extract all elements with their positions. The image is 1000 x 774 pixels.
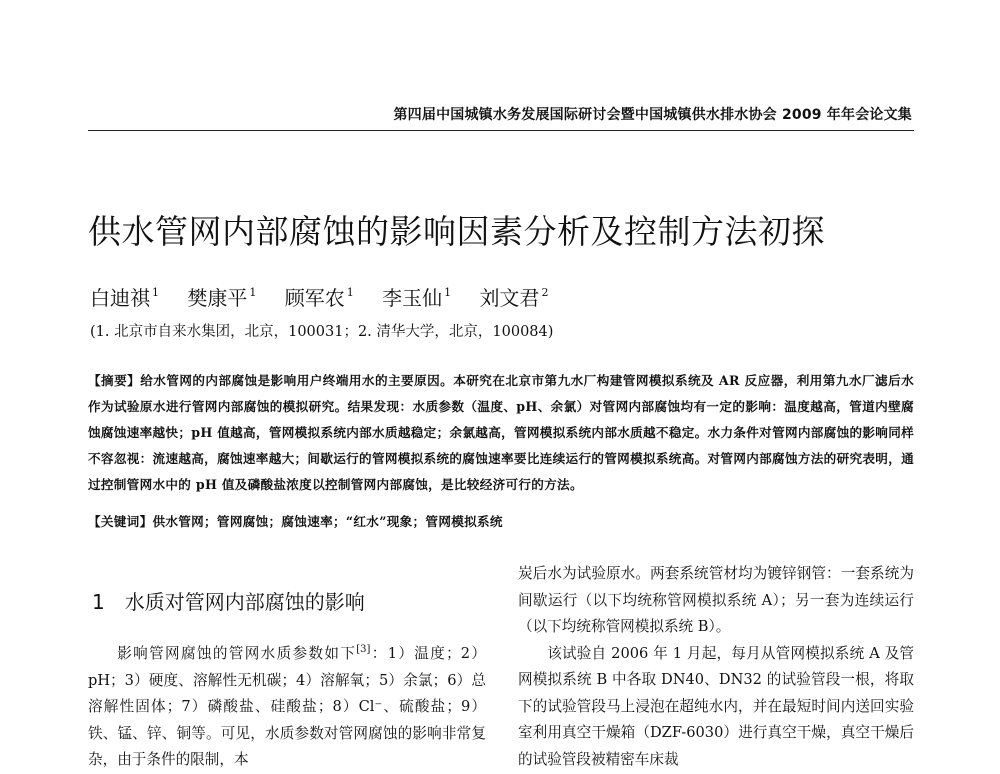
keywords-text: 供水管网；管网腐蚀；腐蚀速率；“红水”现象；管网模拟系统 (152, 514, 503, 529)
affiliations: (1. 北京市自来水集团，北京，100031；2. 清华大学，北京，100084) (90, 324, 554, 340)
paper-title: 供水管网内部腐蚀的影响因素分析及控制方法初探 (88, 212, 825, 251)
header-rule (88, 130, 914, 131)
author: 李玉仙 $^1$ (382, 286, 452, 310)
abstract-label: 【摘要】 (88, 373, 141, 388)
keywords-label: 【关键词】 (88, 514, 153, 529)
abstract (88, 368, 914, 498)
author: 刘文君 $^2$ (479, 286, 549, 310)
section-heading (92, 586, 486, 615)
right-column (518, 561, 914, 773)
body-paragraph: 炭后水为试验原水。两套系统管材均为镀锌钢管：一套系统为间歇运行（以下均统称管网模拟系统 A）；另一套为连续运行（以下均统称管网模拟系统 B）。 (518, 565, 914, 635)
keywords (88, 511, 503, 530)
author: 顾军农 $^1$ (284, 286, 354, 310)
running-header: 第四届中国城镇水务发展国际研讨会暨中国城镇供水排水协会 2009 年年会论文集 (393, 107, 912, 123)
left-column (88, 586, 486, 774)
body-paragraph: 影响管网腐蚀的管网水质参数如下[3]：1）温度；2）pH；3）硬度、溶解性无机碳；4）溶解氧；5）余氯；6）总溶解性固体；7）磷酸盐、硅酸盐；8）Cl⁻、硫酸盐；9）铁、锰、锌、铜等。可见，水质参数对管网腐蚀的影响非常复杂，由于条件的限制，本 (88, 644, 486, 768)
citation: [3] (356, 644, 371, 655)
body-paragraph: 该试验自 2006 年 1 月起，每月从管网模拟系统 A 及管网模拟系统 B 中各取 DN40、DN32 的试验管段一根，将取下的试验管段马上浸泡在超纯水内，并在最短时间内送回实验室利用真空干燥箱（DZF-6030）进行真空干燥，真空干燥后的试验管段被精密车床裁 (518, 644, 914, 768)
author: 樊康平 $^1$ (187, 286, 257, 310)
section-number: 1 (92, 590, 105, 614)
author: 白迪祺 $^1$ (90, 286, 159, 310)
section-title: 水质对管网内部腐蚀的影响 (124, 590, 365, 614)
abstract-text: 给水管网的内部腐蚀是影响用户终端用水的主要原因。本研究在北京市第九水厂构建管网模拟系统及 AR 反应器，利用第九水厂滤后水作为试验原水进行管网内部腐蚀的模拟研究。结果发现：水质参数（温度、pH、余氯）对管网内部腐蚀均有一定的影响：温度越高，管道内壁腐蚀腐蚀速率越快；pH 值越高，管网模拟系统内部水质越稳定；余氯越高，管网模拟系统内部水质越不稳定。水力条件对管网内部腐蚀的影响同样不容忽视：流速越高，腐蚀速率越大；间歇运行的管网模拟系统的腐蚀速率要比连续运行的管网模拟系统高。对管网内部腐蚀方法的研究表明，通过控制管网水中的 pH 值及磷酸盐浓度以控制管网内部腐蚀，是比较经济可行的方法。 (88, 373, 915, 492)
author-list (90, 282, 570, 311)
